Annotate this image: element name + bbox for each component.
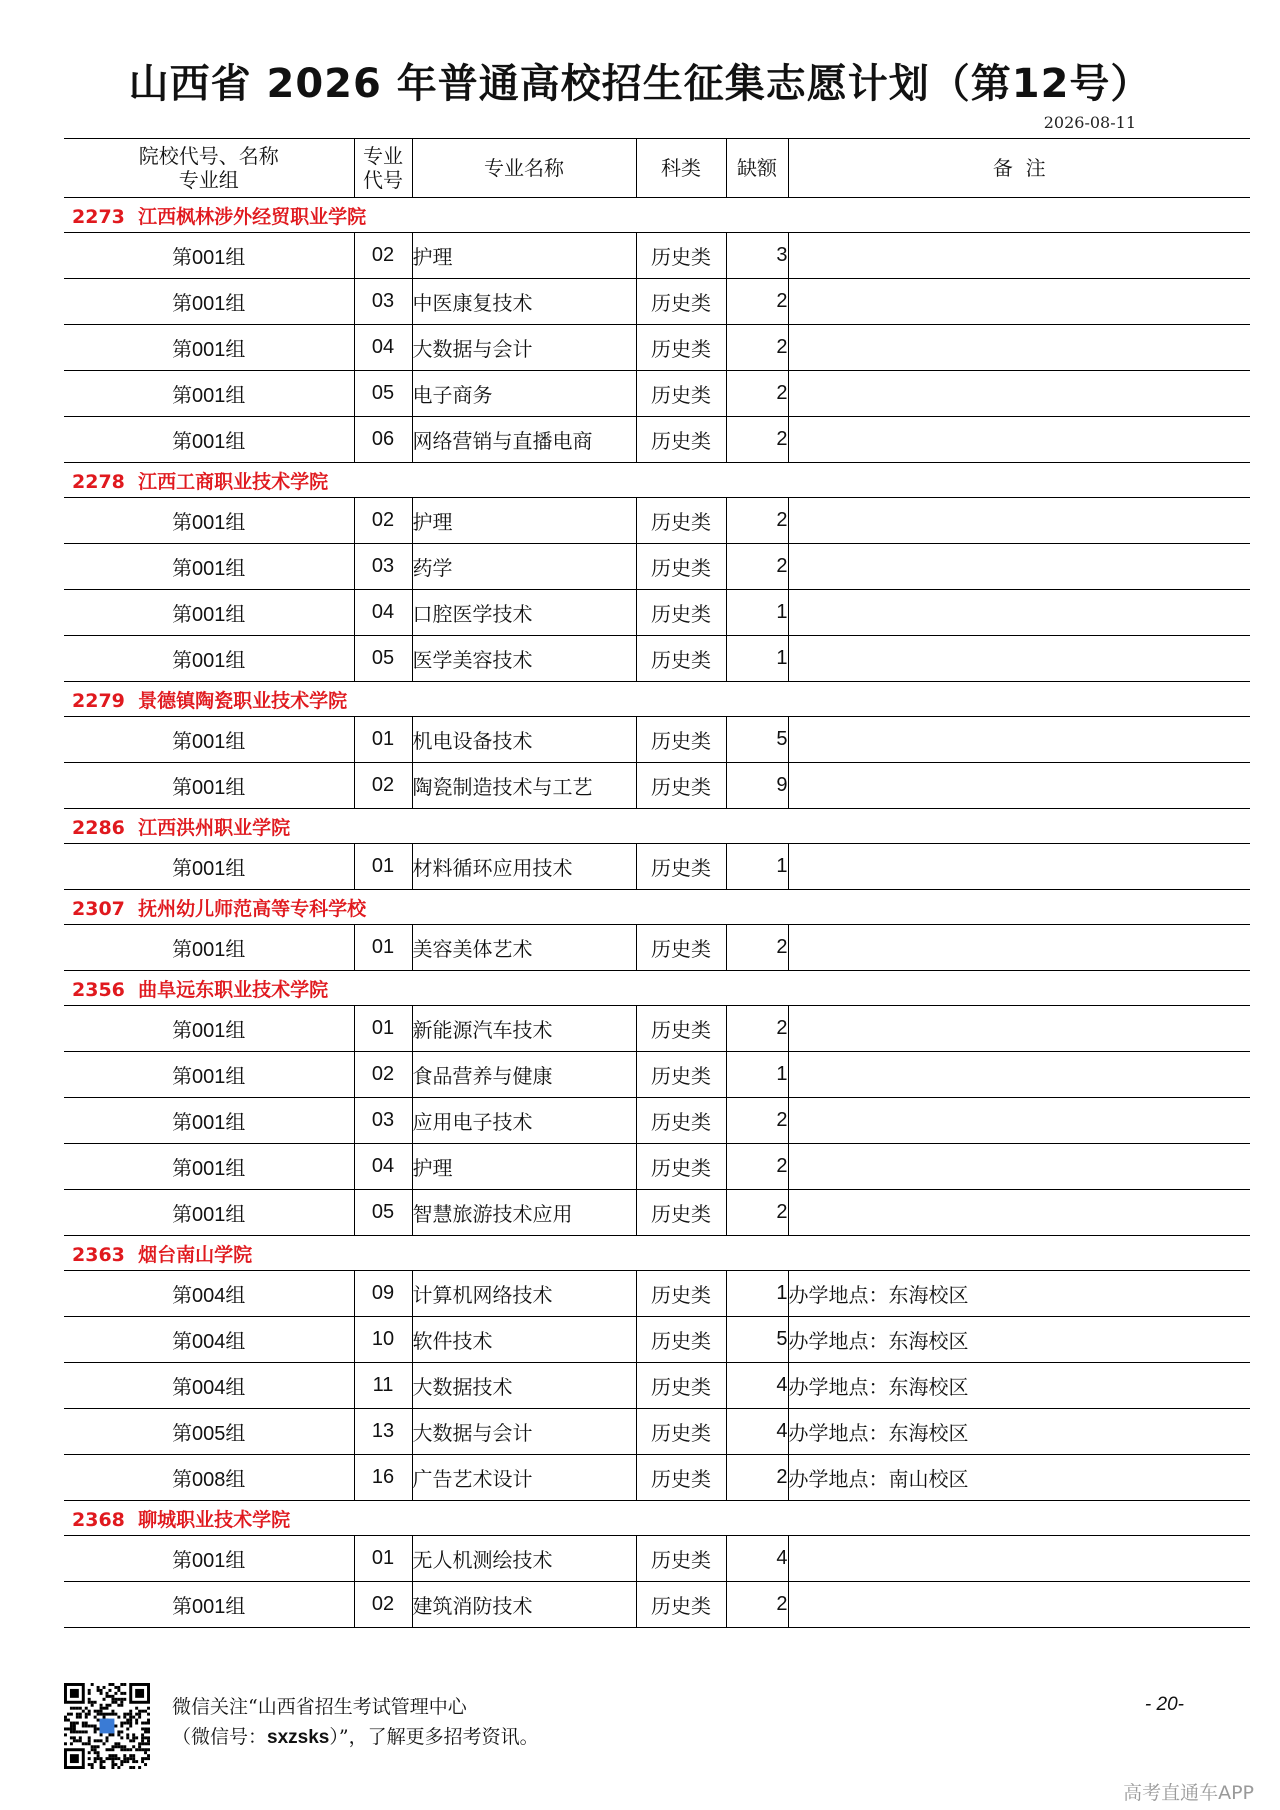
page-title: 山西省 2026 年普通高校招生征集志愿计划（第12号） xyxy=(128,61,1152,107)
table-row xyxy=(64,371,1250,417)
major-code-cell: 13 xyxy=(354,1409,412,1455)
note-cell xyxy=(788,844,1250,890)
quota-cell: 2 xyxy=(726,1582,788,1628)
major-code-cell: 11 xyxy=(354,1363,412,1409)
quota-cell: 2 xyxy=(726,544,788,590)
major-name-cell: 护理 xyxy=(412,498,636,544)
major-name-cell: 网络营销与直播电商 xyxy=(412,417,636,463)
header-note: 备 注 xyxy=(788,138,1250,198)
quota-cell: 1 xyxy=(726,844,788,890)
note-cell xyxy=(788,233,1250,279)
qr-code-icon xyxy=(64,1683,150,1769)
table-row xyxy=(64,325,1250,371)
footer-note xyxy=(172,1692,539,1753)
type-cell: 历史类 xyxy=(636,417,726,463)
group-cell: 第001组 xyxy=(64,498,354,544)
table-row xyxy=(64,1409,1250,1455)
note-cell: 办学地点：东海校区 xyxy=(788,1409,1250,1455)
type-cell: 历史类 xyxy=(636,1190,726,1236)
school-name: 2368 聊城职业技术学院 xyxy=(64,1501,1250,1536)
major-name-cell: 计算机网络技术 xyxy=(412,1271,636,1317)
major-name-cell: 美容美体艺术 xyxy=(412,925,636,971)
footer-line1: 微信关注“山西省招生考试管理中心 xyxy=(172,1696,467,1718)
table-row xyxy=(64,544,1250,590)
school-row xyxy=(64,971,1250,1006)
major-code-cell: 03 xyxy=(354,544,412,590)
type-cell: 历史类 xyxy=(636,1455,726,1501)
type-cell: 历史类 xyxy=(636,636,726,682)
type-cell: 历史类 xyxy=(636,498,726,544)
major-name-cell: 中医康复技术 xyxy=(412,279,636,325)
major-code-cell: 16 xyxy=(354,1455,412,1501)
group-cell: 第001组 xyxy=(64,844,354,890)
group-cell: 第004组 xyxy=(64,1317,354,1363)
major-name-cell: 新能源汽车技术 xyxy=(412,1006,636,1052)
quota-cell: 4 xyxy=(726,1409,788,1455)
quota-cell: 2 xyxy=(726,1006,788,1052)
quota-cell: 9 xyxy=(726,763,788,809)
table-row xyxy=(64,925,1250,971)
major-name-cell: 广告艺术设计 xyxy=(412,1455,636,1501)
group-cell: 第001组 xyxy=(64,371,354,417)
header-school-group xyxy=(64,138,354,198)
table-row xyxy=(64,1536,1250,1582)
major-code-cell: 05 xyxy=(354,1190,412,1236)
group-cell: 第001组 xyxy=(64,325,354,371)
group-cell: 第001组 xyxy=(64,590,354,636)
school-row xyxy=(64,890,1250,925)
type-cell: 历史类 xyxy=(636,1409,726,1455)
group-cell: 第001组 xyxy=(64,1190,354,1236)
major-name-cell: 智慧旅游技术应用 xyxy=(412,1190,636,1236)
type-cell: 历史类 xyxy=(636,544,726,590)
type-cell: 历史类 xyxy=(636,1271,726,1317)
note-cell xyxy=(788,717,1250,763)
group-cell: 第001组 xyxy=(64,636,354,682)
table-header-row xyxy=(64,138,1250,198)
quota-cell: 2 xyxy=(726,1455,788,1501)
major-code-cell: 10 xyxy=(354,1317,412,1363)
major-code-cell: 02 xyxy=(354,763,412,809)
table-row xyxy=(64,417,1250,463)
major-code-cell: 01 xyxy=(354,844,412,890)
school-name: 2286 江西洪州职业学院 xyxy=(64,809,1250,844)
school-name: 2278 江西工商职业技术学院 xyxy=(64,463,1250,498)
type-cell: 历史类 xyxy=(636,1582,726,1628)
major-name-cell: 机电设备技术 xyxy=(412,717,636,763)
wechat-id: sxzsks xyxy=(267,1727,330,1748)
note-cell xyxy=(788,1144,1250,1190)
note-cell xyxy=(788,925,1250,971)
school-row xyxy=(64,463,1250,498)
table-row xyxy=(64,636,1250,682)
table-body xyxy=(64,198,1250,1628)
note-cell xyxy=(788,590,1250,636)
group-cell: 第001组 xyxy=(64,1536,354,1582)
note-cell xyxy=(788,1190,1250,1236)
major-name-cell: 建筑消防技术 xyxy=(412,1582,636,1628)
type-cell: 历史类 xyxy=(636,371,726,417)
note-cell xyxy=(788,544,1250,590)
quota-cell: 2 xyxy=(726,325,788,371)
watermark: 高考直通车APP xyxy=(1123,1782,1254,1804)
quota-cell: 5 xyxy=(726,717,788,763)
note-cell xyxy=(788,279,1250,325)
quota-cell: 2 xyxy=(726,925,788,971)
major-code-cell: 09 xyxy=(354,1271,412,1317)
header-major-name: 专业名称 xyxy=(412,138,636,198)
note-cell xyxy=(788,417,1250,463)
quota-cell: 1 xyxy=(726,1271,788,1317)
group-cell: 第004组 xyxy=(64,1363,354,1409)
type-cell: 历史类 xyxy=(636,279,726,325)
type-cell: 历史类 xyxy=(636,717,726,763)
table-row xyxy=(64,717,1250,763)
table-row xyxy=(64,1363,1250,1409)
group-cell: 第001组 xyxy=(64,1052,354,1098)
note-cell xyxy=(788,371,1250,417)
type-cell: 历史类 xyxy=(636,1144,726,1190)
quota-cell: 4 xyxy=(726,1363,788,1409)
table-row xyxy=(64,1190,1250,1236)
type-cell: 历史类 xyxy=(636,590,726,636)
type-cell: 历史类 xyxy=(636,1006,726,1052)
major-name-cell: 食品营养与健康 xyxy=(412,1052,636,1098)
major-name-cell: 药学 xyxy=(412,544,636,590)
quota-cell: 2 xyxy=(726,371,788,417)
type-cell: 历史类 xyxy=(636,844,726,890)
group-cell: 第001组 xyxy=(64,1582,354,1628)
note-cell xyxy=(788,325,1250,371)
major-name-cell: 医学美容技术 xyxy=(412,636,636,682)
type-cell: 历史类 xyxy=(636,233,726,279)
major-code-cell: 05 xyxy=(354,636,412,682)
table-row xyxy=(64,590,1250,636)
group-cell: 第001组 xyxy=(64,417,354,463)
publish-date: 2026-08-11 xyxy=(1043,113,1136,132)
quota-cell: 2 xyxy=(726,1190,788,1236)
table-row xyxy=(64,1052,1250,1098)
major-name-cell: 无人机测绘技术 xyxy=(412,1536,636,1582)
type-cell: 历史类 xyxy=(636,1363,726,1409)
group-cell: 第008组 xyxy=(64,1455,354,1501)
note-cell: 办学地点：东海校区 xyxy=(788,1271,1250,1317)
group-cell: 第001组 xyxy=(64,925,354,971)
table-row xyxy=(64,1455,1250,1501)
major-code-cell: 01 xyxy=(354,1536,412,1582)
school-row xyxy=(64,1236,1250,1271)
header-type: 科类 xyxy=(636,138,726,198)
group-cell: 第001组 xyxy=(64,1098,354,1144)
type-cell: 历史类 xyxy=(636,1052,726,1098)
table-row xyxy=(64,1006,1250,1052)
type-cell: 历史类 xyxy=(636,763,726,809)
major-code-cell: 02 xyxy=(354,1582,412,1628)
header-school-label: 院校代号、名称 xyxy=(138,143,279,168)
group-cell: 第001组 xyxy=(64,233,354,279)
note-cell xyxy=(788,636,1250,682)
quota-cell: 1 xyxy=(726,636,788,682)
quota-cell: 2 xyxy=(726,417,788,463)
major-name-cell: 电子商务 xyxy=(412,371,636,417)
quota-cell: 2 xyxy=(726,1144,788,1190)
note-cell: 办学地点：东海校区 xyxy=(788,1317,1250,1363)
header-major-code-line2: 代号 xyxy=(363,167,403,192)
note-cell xyxy=(788,1052,1250,1098)
major-name-cell: 应用电子技术 xyxy=(412,1098,636,1144)
table-row xyxy=(64,498,1250,544)
school-row xyxy=(64,682,1250,717)
major-code-cell: 03 xyxy=(354,1098,412,1144)
group-cell: 第001组 xyxy=(64,763,354,809)
major-code-cell: 03 xyxy=(354,279,412,325)
major-code-cell: 04 xyxy=(354,325,412,371)
note-cell xyxy=(788,1098,1250,1144)
footer-line2 xyxy=(172,1722,539,1753)
type-cell: 历史类 xyxy=(636,1317,726,1363)
group-cell: 第001组 xyxy=(64,1144,354,1190)
header-major-code xyxy=(354,138,412,198)
school-row xyxy=(64,809,1250,844)
school-row xyxy=(64,198,1250,233)
group-cell: 第001组 xyxy=(64,544,354,590)
table-row xyxy=(64,1317,1250,1363)
quota-cell: 5 xyxy=(726,1317,788,1363)
note-cell xyxy=(788,1582,1250,1628)
school-name: 2279 景德镇陶瓷职业技术学院 xyxy=(64,682,1250,717)
table-row xyxy=(64,1271,1250,1317)
note-cell xyxy=(788,763,1250,809)
group-cell: 第005组 xyxy=(64,1409,354,1455)
note-cell xyxy=(788,1006,1250,1052)
major-code-cell: 01 xyxy=(354,717,412,763)
group-cell: 第004组 xyxy=(64,1271,354,1317)
footer-line2-prefix: （微信号： xyxy=(172,1726,268,1748)
header-quota: 缺额 xyxy=(726,138,788,198)
major-code-cell: 04 xyxy=(354,590,412,636)
major-name-cell: 口腔医学技术 xyxy=(412,590,636,636)
quota-cell: 3 xyxy=(726,233,788,279)
major-name-cell: 软件技术 xyxy=(412,1317,636,1363)
quota-cell: 2 xyxy=(726,1098,788,1144)
type-cell: 历史类 xyxy=(636,925,726,971)
quota-cell: 2 xyxy=(726,498,788,544)
group-cell: 第001组 xyxy=(64,717,354,763)
header-major-code-line1: 专业 xyxy=(363,143,403,168)
table-row xyxy=(64,279,1250,325)
school-name: 2356 曲阜远东职业技术学院 xyxy=(64,971,1250,1006)
type-cell: 历史类 xyxy=(636,1536,726,1582)
table-row xyxy=(64,763,1250,809)
major-code-cell: 06 xyxy=(354,417,412,463)
note-cell: 办学地点：南山校区 xyxy=(788,1455,1250,1501)
quota-cell: 4 xyxy=(726,1536,788,1582)
major-name-cell: 陶瓷制造技术与工艺 xyxy=(412,763,636,809)
school-row xyxy=(64,1501,1250,1536)
school-name: 2307 抚州幼儿师范高等专科学校 xyxy=(64,890,1250,925)
table-row xyxy=(64,233,1250,279)
major-code-cell: 02 xyxy=(354,1052,412,1098)
enrollment-plan-table xyxy=(64,138,1250,1628)
quota-cell: 2 xyxy=(726,279,788,325)
header-group-label: 专业组 xyxy=(178,167,239,192)
major-code-cell: 04 xyxy=(354,1144,412,1190)
major-code-cell: 02 xyxy=(354,498,412,544)
major-code-cell: 01 xyxy=(354,1006,412,1052)
major-code-cell: 05 xyxy=(354,371,412,417)
note-cell xyxy=(788,1536,1250,1582)
table-row xyxy=(64,844,1250,890)
major-code-cell: 01 xyxy=(354,925,412,971)
table-row xyxy=(64,1582,1250,1628)
footer-line2-suffix: ）”，了解更多招考资讯。 xyxy=(329,1726,539,1748)
group-cell: 第001组 xyxy=(64,279,354,325)
type-cell: 历史类 xyxy=(636,1098,726,1144)
table-row xyxy=(64,1144,1250,1190)
table-row xyxy=(64,1098,1250,1144)
school-name: 2363 烟台南山学院 xyxy=(64,1236,1250,1271)
page-number: - 20- xyxy=(1144,1694,1184,1715)
major-name-cell: 护理 xyxy=(412,233,636,279)
major-name-cell: 大数据与会计 xyxy=(412,325,636,371)
quota-cell: 1 xyxy=(726,1052,788,1098)
school-name: 2273 江西枫林涉外经贸职业学院 xyxy=(64,198,1250,233)
major-name-cell: 护理 xyxy=(412,1144,636,1190)
quota-cell: 1 xyxy=(726,590,788,636)
major-name-cell: 大数据与会计 xyxy=(412,1409,636,1455)
major-name-cell: 大数据技术 xyxy=(412,1363,636,1409)
major-code-cell: 02 xyxy=(354,233,412,279)
note-cell xyxy=(788,498,1250,544)
group-cell: 第001组 xyxy=(64,1006,354,1052)
major-name-cell: 材料循环应用技术 xyxy=(412,844,636,890)
note-cell: 办学地点：东海校区 xyxy=(788,1363,1250,1409)
type-cell: 历史类 xyxy=(636,325,726,371)
